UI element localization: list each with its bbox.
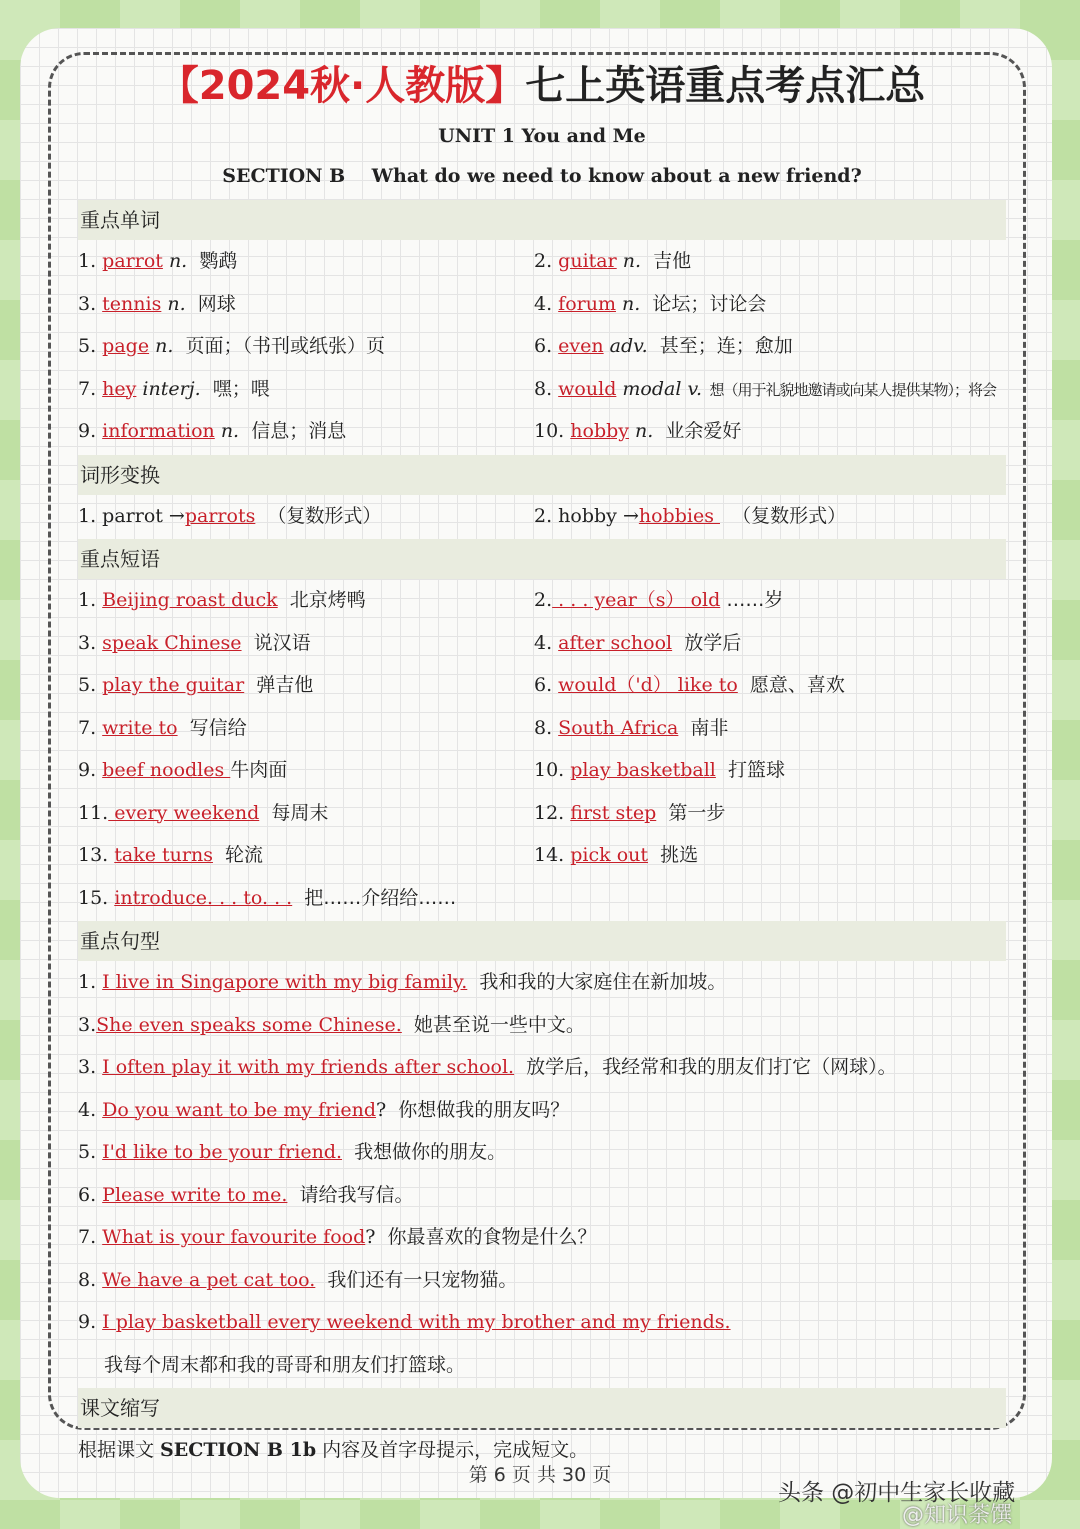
vocab-word: guitar xyxy=(558,250,617,272)
part-of-speech: n. xyxy=(615,292,641,315)
sentence-english: Do you want to be my friend xyxy=(102,1098,377,1121)
sentence-chinese: 她甚至说一些中文。 xyxy=(401,1013,585,1036)
phrase-english: pick out xyxy=(570,844,649,866)
chinese-meaning: 甚至；连；愈加 xyxy=(647,335,793,357)
sentence-item xyxy=(78,961,1006,1004)
phrase-english: Beijing roast duck xyxy=(102,589,278,611)
sentence-english: I play basketball every weekend with my brother and my friends. xyxy=(102,1311,731,1333)
phrase-chinese: 打篮球 xyxy=(715,759,785,781)
summary-text-a: 根据课文 xyxy=(78,1439,161,1461)
phrase-chinese: 北京烤鸭 xyxy=(277,589,366,611)
part-of-speech: n. xyxy=(629,420,654,442)
phrase-item xyxy=(534,834,990,877)
phrase-item xyxy=(534,664,990,707)
item-number: 2. xyxy=(534,250,559,272)
phrase-item xyxy=(534,579,990,622)
item-number: 6. xyxy=(78,1183,103,1206)
summary-text-b: SECTION B 1b xyxy=(160,1439,317,1461)
vocab-word: parrot xyxy=(102,250,163,272)
vocab-word: page xyxy=(102,335,150,357)
phrase-row xyxy=(78,834,1006,877)
phrase-english: beef noodles xyxy=(102,759,231,781)
phrase-row xyxy=(78,579,1006,622)
item-number: 6. xyxy=(534,335,559,357)
vocab-item xyxy=(534,325,990,368)
phrase-chinese: 每周末 xyxy=(259,801,329,824)
phrase-item xyxy=(534,749,990,792)
chinese-meaning: 页面；（书刊或纸张）页 xyxy=(173,335,385,357)
vocab-word: hey xyxy=(102,377,137,400)
chinese-meaning: 吉他 xyxy=(641,250,692,272)
phrase-chinese: 弹吉他 xyxy=(244,674,314,696)
sentence-item xyxy=(78,1131,1006,1174)
part-of-speech: modal v. xyxy=(616,377,702,400)
vocab-item xyxy=(534,368,997,411)
phrase-chinese: 说汉语 xyxy=(241,631,311,654)
watermark-secondary: @知识荼馔 xyxy=(902,1503,1013,1528)
sentence-chinese: 我想做你的朋友。 xyxy=(342,1141,507,1163)
item-number: 7. xyxy=(78,377,103,400)
phrase-row xyxy=(78,749,1006,792)
vocab-row xyxy=(78,410,1006,453)
item-number: 12. xyxy=(534,801,571,824)
item-number: 9. xyxy=(78,420,103,442)
item-number: 3. xyxy=(78,1013,97,1036)
vocab-row xyxy=(78,325,1006,368)
part-of-speech: interj. xyxy=(136,377,201,400)
chinese-meaning: 网球 xyxy=(185,292,236,315)
chinese-meaning: 嘿；喂 xyxy=(200,377,270,400)
phrase-item xyxy=(78,622,534,665)
sentence-chinese: 请给我写信。 xyxy=(287,1183,414,1206)
phrase-chinese: 放学后 xyxy=(672,631,742,654)
item-number: 15. xyxy=(78,886,115,909)
phrase-english: South Africa xyxy=(558,716,679,739)
phrase-chinese: 把……介绍给…… xyxy=(292,886,457,909)
phrase-chinese: 牛肉面 xyxy=(230,759,288,781)
vocab-word: tennis xyxy=(102,292,162,315)
chinese-meaning: 信息；消息 xyxy=(239,420,347,442)
part-of-speech: n. xyxy=(162,250,188,272)
sentence-english: I'd like to be your friend. xyxy=(102,1141,343,1163)
phrase-row xyxy=(78,622,1006,665)
phrase-row xyxy=(78,664,1006,707)
phrase-item xyxy=(534,707,990,750)
sentence-item xyxy=(78,1259,1006,1302)
vocab-item xyxy=(534,283,990,326)
sentence-english: I often play it with my friends after school. xyxy=(102,1056,515,1078)
phrase-item xyxy=(78,834,534,877)
vocab-row xyxy=(78,283,1006,326)
form-note: （复数形式） xyxy=(255,504,382,527)
header-forms: 词形变换 xyxy=(78,455,1006,495)
vocab-item xyxy=(78,283,534,326)
form-answer: parrots xyxy=(184,504,256,527)
watermark: 头条 @初中生家长收藏 xyxy=(778,1480,1016,1506)
phrase-english: every weekend xyxy=(108,801,260,824)
vocab-list xyxy=(78,240,1006,453)
phrase-chinese: 南非 xyxy=(678,716,729,739)
sentence-item xyxy=(78,1216,1006,1259)
sentence9-translation: 我每个周末都和我的哥哥和朋友们打篮球。 xyxy=(104,1353,466,1376)
form-item xyxy=(78,495,534,538)
vocab-word: even xyxy=(558,335,604,357)
forms-row xyxy=(78,495,1006,538)
item-number: 5. xyxy=(78,1141,103,1163)
phrase-english: play basketball xyxy=(570,759,716,781)
item-number: 13. xyxy=(78,844,115,866)
form-note: （复数形式） xyxy=(720,504,847,527)
unit-heading: UNIT 1 You and Me xyxy=(438,125,646,147)
sentence-english: What is your favourite food xyxy=(102,1226,366,1248)
sentence-item xyxy=(78,1301,1006,1344)
vocab-word: information xyxy=(102,420,215,442)
item-number: 10. xyxy=(534,420,571,442)
chinese-meaning: 业余爱好 xyxy=(653,420,742,442)
sentence-punct: ? xyxy=(376,1098,387,1121)
vocab-item xyxy=(534,410,990,453)
header-summary: 课文缩写 xyxy=(78,1388,1006,1428)
title-red: 【2024秋·人教版】 xyxy=(158,63,526,109)
item-number: 3. xyxy=(78,1056,103,1078)
phrase-english: . . . year（s） old xyxy=(552,589,721,611)
sentence-chinese: 我们还有一只宠物猫。 xyxy=(315,1268,518,1291)
phrase-english: play the guitar xyxy=(102,674,245,696)
phrase-english: introduce. . . to. . . xyxy=(114,886,293,909)
vocab-item xyxy=(78,240,534,283)
vocab-item xyxy=(78,368,534,411)
item-number: 7. xyxy=(78,716,103,739)
item-number: 9. xyxy=(78,759,103,781)
item-number: 8. xyxy=(78,1268,103,1291)
sentence-english: I live in Singapore with my big family. xyxy=(102,971,468,993)
form-answer: hobbies xyxy=(638,504,720,527)
item-number: 14. xyxy=(534,844,571,866)
phrase-row xyxy=(78,877,1006,920)
sentence-item xyxy=(78,1046,1006,1089)
item-number: 6. xyxy=(534,674,559,696)
phrase-chinese: 愿意、喜欢 xyxy=(737,674,845,696)
item-number: 3. xyxy=(78,292,103,315)
sentence-english: Please write to me. xyxy=(102,1183,288,1206)
item-number: 4. xyxy=(534,631,559,654)
phrase-item xyxy=(534,792,990,835)
phrase-row xyxy=(78,707,1006,750)
phrase-chinese: 第一步 xyxy=(656,801,726,824)
section-heading: SECTION B What do we need to know about a new friend? xyxy=(222,165,862,187)
phrase-english: would（'d） like to xyxy=(558,674,738,696)
phrase-chinese: 轮流 xyxy=(212,844,264,866)
part-of-speech: n. xyxy=(161,292,186,315)
page-number: 第 6 页 共 30 页 xyxy=(468,1464,612,1486)
vocab-row xyxy=(78,240,1006,283)
phrase-english: write to xyxy=(102,716,178,739)
vocab-item xyxy=(534,240,990,283)
phrase-item xyxy=(534,622,990,665)
header-vocab: 重点单词 xyxy=(78,200,1006,240)
item-number: 3. xyxy=(78,631,103,654)
summary-text-c: 内容及首字母提示，完成短文。 xyxy=(316,1439,589,1461)
phrase-chinese: 挑选 xyxy=(648,844,699,866)
item-number: 4. xyxy=(534,292,559,315)
sentence-item xyxy=(78,1174,1006,1217)
phrase-english: first step xyxy=(570,801,657,824)
part-of-speech: adv. xyxy=(603,335,648,357)
sentence-english: We have a pet cat too. xyxy=(102,1268,316,1291)
sentence-english: She even speaks some Chinese. xyxy=(96,1013,402,1036)
form-base: 1. parrot → xyxy=(78,504,185,527)
sentence-chinese: 放学后，我经常和我的朋友们打它（网球）。 xyxy=(514,1056,897,1078)
chinese-meaning: 鹦鹉 xyxy=(187,250,238,272)
phrase-item xyxy=(78,749,534,792)
header-phrases: 重点短语 xyxy=(78,539,1006,579)
part-of-speech: n. xyxy=(149,335,174,357)
item-number: 7. xyxy=(78,1226,103,1248)
sentence-chinese: 你最喜欢的食物是什么？ xyxy=(375,1226,597,1248)
vocab-word: would xyxy=(558,377,617,400)
vocab-item xyxy=(78,325,534,368)
item-number: 1. xyxy=(78,250,103,272)
vocab-word: hobby xyxy=(570,420,630,442)
sentences-list xyxy=(78,961,1006,1344)
vocab-row xyxy=(78,368,1006,411)
phrase-english: after school xyxy=(558,631,673,654)
phrase-item xyxy=(78,579,534,622)
item-number: 9. xyxy=(78,1311,103,1333)
item-number: 5. xyxy=(78,674,103,696)
sentence-item xyxy=(78,1089,1006,1132)
form-item xyxy=(534,495,990,538)
item-number: 4. xyxy=(78,1098,103,1121)
item-number: 1. xyxy=(78,589,103,611)
item-number: 5. xyxy=(78,335,103,357)
part-of-speech: n. xyxy=(616,250,642,272)
phrase-item xyxy=(78,877,534,920)
item-number: 1. xyxy=(78,971,103,993)
phrase-item xyxy=(78,707,534,750)
phrase-row xyxy=(78,792,1006,835)
item-number: 8. xyxy=(534,716,559,739)
vocab-item xyxy=(78,410,534,453)
sentence-chinese: 我和我的大家庭住在新加坡。 xyxy=(467,971,727,993)
title-black: 七上英语重点考点汇总 xyxy=(525,63,926,109)
item-number: 11. xyxy=(78,801,109,824)
page-title xyxy=(78,58,1006,114)
chinese-meaning: 想（用于礼貌地邀请或向某人提供某物）；将会 xyxy=(701,380,997,399)
phrases-list xyxy=(78,579,1006,919)
item-number: 10. xyxy=(534,759,571,781)
vocab-word: forum xyxy=(558,292,616,315)
form-base: 2. hobby → xyxy=(534,504,639,527)
phrase-english: take turns xyxy=(114,844,213,866)
phrase-chinese: 写信给 xyxy=(177,716,247,739)
phrase-item xyxy=(78,792,534,835)
sentence-punct: ? xyxy=(365,1226,376,1248)
item-number: 8. xyxy=(534,377,559,400)
header-sentences: 重点句型 xyxy=(78,921,1006,961)
sentence-item xyxy=(78,1004,1006,1047)
phrase-english: speak Chinese xyxy=(102,631,242,654)
item-number: 2. xyxy=(534,589,553,611)
phrase-item xyxy=(78,664,534,707)
sentence-chinese: 你想做我的朋友吗？ xyxy=(386,1098,570,1121)
part-of-speech: n. xyxy=(214,420,240,442)
phrase-chinese: ……岁 xyxy=(720,589,784,611)
chinese-meaning: 论坛；讨论会 xyxy=(640,292,767,315)
document-content xyxy=(78,58,1006,1472)
